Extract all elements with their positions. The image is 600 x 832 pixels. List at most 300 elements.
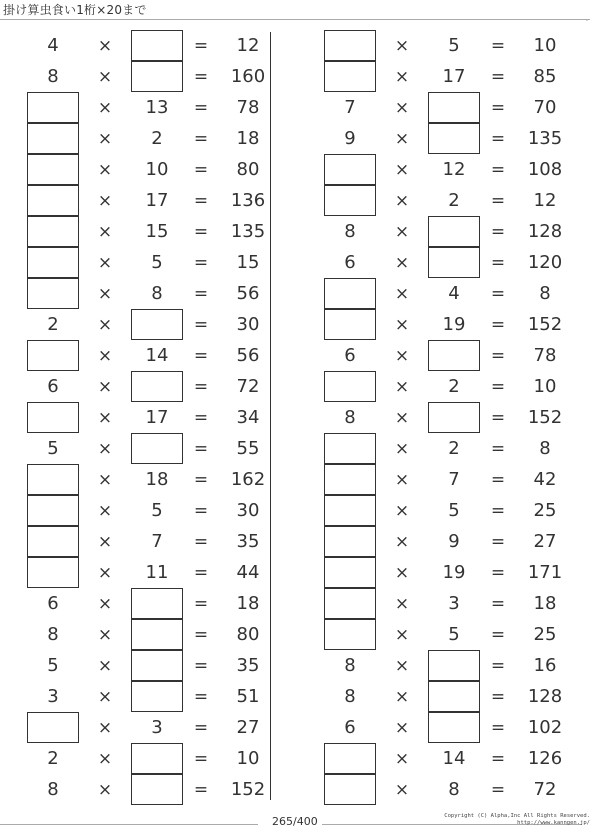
product-value: 126 xyxy=(527,748,563,769)
copyright xyxy=(444,813,590,827)
multiplicand-value: 2 xyxy=(47,314,59,335)
answer-box-multiplier[interactable] xyxy=(131,774,183,805)
answer-box-multiplicand[interactable] xyxy=(324,619,376,650)
product-value: 152 xyxy=(527,407,563,428)
equals-sign: = xyxy=(490,562,506,583)
multiplicand-value: 8 xyxy=(47,66,59,87)
product-value: 152 xyxy=(527,314,563,335)
header-dot: . xyxy=(586,16,588,23)
problem-row xyxy=(297,402,587,433)
problem-row xyxy=(0,557,290,588)
answer-box-multiplier[interactable] xyxy=(131,588,183,619)
problem-row xyxy=(297,123,587,154)
multiplicand-value: 6 xyxy=(344,717,356,738)
problem-row xyxy=(0,526,290,557)
multiplier-value: 4 xyxy=(448,283,460,304)
times-sign: × xyxy=(394,97,410,118)
problem-row xyxy=(297,371,587,402)
answer-box-multiplicand[interactable] xyxy=(27,185,79,216)
problem-row xyxy=(0,92,290,123)
multiplier-value: 11 xyxy=(145,562,169,583)
equals-sign: = xyxy=(193,655,209,676)
product-value: 78 xyxy=(236,97,260,118)
equals-sign: = xyxy=(490,314,506,335)
multiplicand-value: 8 xyxy=(47,779,59,800)
times-sign: × xyxy=(394,562,410,583)
times-sign: × xyxy=(97,128,113,149)
problem-row xyxy=(297,92,587,123)
product-value: 16 xyxy=(533,655,557,676)
times-sign: × xyxy=(97,221,113,242)
answer-box-multiplicand[interactable] xyxy=(324,154,376,185)
equals-sign: = xyxy=(490,252,506,273)
answer-box-multiplier[interactable] xyxy=(428,402,480,433)
times-sign: × xyxy=(394,345,410,366)
product-value: 55 xyxy=(236,438,260,459)
answer-box-multiplicand[interactable] xyxy=(27,247,79,278)
times-sign: × xyxy=(97,314,113,335)
product-value: 10 xyxy=(533,35,557,56)
equals-sign: = xyxy=(490,655,506,676)
equals-sign: = xyxy=(193,35,209,56)
times-sign: × xyxy=(97,500,113,521)
answer-box-multiplier[interactable] xyxy=(428,650,480,681)
equals-sign: = xyxy=(490,500,506,521)
product-value: 18 xyxy=(236,128,260,149)
times-sign: × xyxy=(97,252,113,273)
times-sign: × xyxy=(394,469,410,490)
product-value: 56 xyxy=(236,283,260,304)
times-sign: × xyxy=(394,283,410,304)
equals-sign: = xyxy=(490,779,506,800)
problem-row xyxy=(297,712,587,743)
problem-row xyxy=(297,557,587,588)
multiplicand-value: 5 xyxy=(47,655,59,676)
problem-row xyxy=(297,278,587,309)
problem-row xyxy=(297,681,587,712)
equals-sign: = xyxy=(193,190,209,211)
product-value: 27 xyxy=(533,531,557,552)
equals-sign: = xyxy=(193,469,209,490)
copyright-line-2: http://www.kanngen.jp/ xyxy=(517,820,590,826)
problem-row xyxy=(0,433,290,464)
answer-box-multiplicand[interactable] xyxy=(27,557,79,588)
answer-box-multiplier[interactable] xyxy=(428,216,480,247)
problem-row xyxy=(0,61,290,92)
answer-box-multiplicand[interactable] xyxy=(324,526,376,557)
multiplier-value: 13 xyxy=(145,97,169,118)
equals-sign: = xyxy=(193,283,209,304)
times-sign: × xyxy=(97,748,113,769)
answer-box-multiplicand[interactable] xyxy=(324,30,376,61)
problem-row xyxy=(0,402,290,433)
problem-row xyxy=(0,588,290,619)
times-sign: × xyxy=(394,593,410,614)
equals-sign: = xyxy=(490,717,506,738)
times-sign: × xyxy=(394,655,410,676)
problem-row xyxy=(0,712,290,743)
equals-sign: = xyxy=(193,97,209,118)
problem-row xyxy=(297,154,587,185)
product-value: 160 xyxy=(230,66,266,87)
answer-box-multiplier[interactable] xyxy=(131,681,183,712)
equals-sign: = xyxy=(193,531,209,552)
problem-row xyxy=(0,619,290,650)
problem-row xyxy=(0,154,290,185)
equals-sign: = xyxy=(193,779,209,800)
problem-row xyxy=(297,650,587,681)
multiplier-value: 2 xyxy=(448,438,460,459)
problem-row xyxy=(0,774,290,805)
multiplicand-value: 8 xyxy=(344,221,356,242)
problem-row xyxy=(297,61,587,92)
equals-sign: = xyxy=(490,221,506,242)
times-sign: × xyxy=(394,717,410,738)
problem-row xyxy=(297,619,587,650)
answer-box-multiplicand[interactable] xyxy=(324,433,376,464)
page-number: 265/400 xyxy=(272,815,318,828)
times-sign: × xyxy=(97,531,113,552)
product-value: 12 xyxy=(533,190,557,211)
equals-sign: = xyxy=(490,593,506,614)
product-value: 12 xyxy=(236,35,260,56)
equals-sign: = xyxy=(193,593,209,614)
times-sign: × xyxy=(394,500,410,521)
multiplicand-value: 6 xyxy=(344,345,356,366)
multiplier-value: 5 xyxy=(151,500,163,521)
equals-sign: = xyxy=(193,500,209,521)
equals-sign: = xyxy=(193,624,209,645)
product-value: 44 xyxy=(236,562,260,583)
product-value: 8 xyxy=(539,283,551,304)
equals-sign: = xyxy=(490,97,506,118)
answer-box-multiplicand[interactable] xyxy=(27,340,79,371)
multiplier-value: 12 xyxy=(442,159,466,180)
equals-sign: = xyxy=(490,190,506,211)
problem-row xyxy=(297,526,587,557)
product-value: 85 xyxy=(533,66,557,87)
equals-sign: = xyxy=(193,221,209,242)
equals-sign: = xyxy=(193,407,209,428)
multiplier-value: 2 xyxy=(448,190,460,211)
multiplier-value: 14 xyxy=(145,345,169,366)
product-value: 128 xyxy=(527,221,563,242)
multiplicand-value: 6 xyxy=(344,252,356,273)
times-sign: × xyxy=(394,159,410,180)
product-value: 152 xyxy=(230,779,266,800)
problem-row xyxy=(297,216,587,247)
multiplier-value: 8 xyxy=(151,283,163,304)
product-value: 120 xyxy=(527,252,563,273)
times-sign: × xyxy=(97,624,113,645)
equals-sign: = xyxy=(490,624,506,645)
answer-box-multiplicand[interactable] xyxy=(27,712,79,743)
multiplier-value: 17 xyxy=(442,66,466,87)
answer-box-multiplicand[interactable] xyxy=(324,743,376,774)
multiplier-value: 15 xyxy=(145,221,169,242)
answer-box-multiplicand[interactable] xyxy=(27,402,79,433)
multiplicand-value: 8 xyxy=(47,624,59,645)
product-value: 56 xyxy=(236,345,260,366)
multiplicand-value: 9 xyxy=(344,128,356,149)
problem-row xyxy=(0,30,290,61)
equals-sign: = xyxy=(490,66,506,87)
answer-box-multiplicand[interactable] xyxy=(324,464,376,495)
times-sign: × xyxy=(394,748,410,769)
times-sign: × xyxy=(97,438,113,459)
multiplicand-value: 7 xyxy=(344,97,356,118)
footer-rule-left xyxy=(0,824,258,825)
product-value: 15 xyxy=(236,252,260,273)
times-sign: × xyxy=(97,717,113,738)
problem-row xyxy=(297,340,587,371)
equals-sign: = xyxy=(193,562,209,583)
product-value: 30 xyxy=(236,314,260,335)
product-value: 35 xyxy=(236,531,260,552)
equals-sign: = xyxy=(490,35,506,56)
answer-box-multiplicand[interactable] xyxy=(324,278,376,309)
times-sign: × xyxy=(97,686,113,707)
multiplicand-value: 6 xyxy=(47,376,59,397)
answer-box-multiplicand[interactable] xyxy=(27,123,79,154)
problem-row xyxy=(297,495,587,526)
answer-box-multiplicand[interactable] xyxy=(27,464,79,495)
answer-box-multiplier[interactable] xyxy=(131,433,183,464)
times-sign: × xyxy=(97,593,113,614)
product-value: 80 xyxy=(236,159,260,180)
answer-box-multiplicand[interactable] xyxy=(27,216,79,247)
equals-sign: = xyxy=(490,345,506,366)
multiplier-value: 7 xyxy=(151,531,163,552)
times-sign: × xyxy=(394,624,410,645)
multiplier-value: 2 xyxy=(448,376,460,397)
answer-box-multiplicand[interactable] xyxy=(27,92,79,123)
times-sign: × xyxy=(394,779,410,800)
times-sign: × xyxy=(394,686,410,707)
multiplier-value: 17 xyxy=(145,190,169,211)
product-value: 78 xyxy=(533,345,557,366)
multiplicand-value: 8 xyxy=(344,407,356,428)
equals-sign: = xyxy=(193,159,209,180)
problem-row xyxy=(0,495,290,526)
times-sign: × xyxy=(97,779,113,800)
times-sign: × xyxy=(97,35,113,56)
times-sign: × xyxy=(97,283,113,304)
equals-sign: = xyxy=(490,376,506,397)
multiplier-value: 7 xyxy=(448,469,460,490)
answer-box-multiplicand[interactable] xyxy=(324,185,376,216)
answer-box-multiplier[interactable] xyxy=(428,123,480,154)
multiplier-value: 5 xyxy=(151,252,163,273)
multiplier-value: 5 xyxy=(448,624,460,645)
product-value: 72 xyxy=(236,376,260,397)
equals-sign: = xyxy=(193,438,209,459)
problem-row xyxy=(297,247,587,278)
worksheet-title: 掛け算虫食い1桁×20まで xyxy=(3,3,147,17)
product-value: 10 xyxy=(236,748,260,769)
equals-sign: = xyxy=(193,314,209,335)
times-sign: × xyxy=(97,159,113,180)
times-sign: × xyxy=(394,66,410,87)
times-sign: × xyxy=(97,469,113,490)
times-sign: × xyxy=(394,128,410,149)
problem-row xyxy=(0,650,290,681)
answer-box-multiplier[interactable] xyxy=(131,743,183,774)
problem-row xyxy=(0,185,290,216)
multiplier-value: 5 xyxy=(448,35,460,56)
multiplicand-value: 8 xyxy=(344,686,356,707)
copyright-line-1: Copyright (C) Alpha,Inc All Rights Reserved. xyxy=(444,813,590,819)
header-rule xyxy=(0,19,590,20)
problem-row xyxy=(0,743,290,774)
problem-row xyxy=(0,371,290,402)
product-value: 136 xyxy=(230,190,266,211)
answer-box-multiplicand[interactable] xyxy=(324,61,376,92)
problem-row xyxy=(297,743,587,774)
times-sign: × xyxy=(394,376,410,397)
times-sign: × xyxy=(97,190,113,211)
equals-sign: = xyxy=(193,748,209,769)
times-sign: × xyxy=(394,35,410,56)
times-sign: × xyxy=(97,655,113,676)
product-value: 102 xyxy=(527,717,563,738)
product-value: 34 xyxy=(236,407,260,428)
multiplier-value: 5 xyxy=(448,500,460,521)
multiplicand-value: 6 xyxy=(47,593,59,614)
answer-box-multiplier[interactable] xyxy=(428,340,480,371)
multiplier-value: 10 xyxy=(145,159,169,180)
product-value: 8 xyxy=(539,438,551,459)
answer-box-multiplier[interactable] xyxy=(428,681,480,712)
times-sign: × xyxy=(97,376,113,397)
equals-sign: = xyxy=(490,748,506,769)
answer-box-multiplicand[interactable] xyxy=(324,774,376,805)
equals-sign: = xyxy=(193,376,209,397)
times-sign: × xyxy=(97,66,113,87)
answer-box-multiplier[interactable] xyxy=(428,92,480,123)
problem-row xyxy=(297,774,587,805)
multiplier-value: 14 xyxy=(442,748,466,769)
product-value: 135 xyxy=(527,128,563,149)
problem-row xyxy=(297,30,587,61)
problem-row xyxy=(297,588,587,619)
product-value: 171 xyxy=(527,562,563,583)
product-value: 72 xyxy=(533,779,557,800)
product-value: 162 xyxy=(230,469,266,490)
problem-row xyxy=(0,681,290,712)
multiplicand-value: 4 xyxy=(47,35,59,56)
times-sign: × xyxy=(97,407,113,428)
product-value: 30 xyxy=(236,500,260,521)
multiplicand-value: 3 xyxy=(47,686,59,707)
product-value: 25 xyxy=(533,500,557,521)
product-value: 25 xyxy=(533,624,557,645)
problem-row xyxy=(0,278,290,309)
times-sign: × xyxy=(97,97,113,118)
times-sign: × xyxy=(394,190,410,211)
answer-box-multiplier[interactable] xyxy=(428,247,480,278)
problem-row xyxy=(297,464,587,495)
equals-sign: = xyxy=(193,686,209,707)
equals-sign: = xyxy=(490,128,506,149)
answer-box-multiplicand[interactable] xyxy=(324,588,376,619)
multiplicand-value: 5 xyxy=(47,438,59,459)
answer-box-multiplicand[interactable] xyxy=(324,371,376,402)
multiplier-value: 2 xyxy=(151,128,163,149)
problem-row xyxy=(0,247,290,278)
column-divider xyxy=(270,32,271,800)
answer-box-multiplicand[interactable] xyxy=(27,495,79,526)
problem-row xyxy=(297,185,587,216)
times-sign: × xyxy=(97,562,113,583)
problem-row xyxy=(0,123,290,154)
product-value: 42 xyxy=(533,469,557,490)
multiplier-value: 17 xyxy=(145,407,169,428)
problem-row xyxy=(0,216,290,247)
answer-box-multiplier[interactable] xyxy=(131,309,183,340)
answer-box-multiplicand[interactable] xyxy=(27,526,79,557)
multiplier-value: 19 xyxy=(442,314,466,335)
equals-sign: = xyxy=(490,469,506,490)
answer-box-multiplicand[interactable] xyxy=(324,557,376,588)
product-value: 18 xyxy=(533,593,557,614)
times-sign: × xyxy=(394,407,410,428)
answer-box-multiplier[interactable] xyxy=(131,619,183,650)
product-value: 51 xyxy=(236,686,260,707)
problem-row xyxy=(0,464,290,495)
equals-sign: = xyxy=(193,66,209,87)
product-value: 108 xyxy=(527,159,563,180)
problem-row xyxy=(0,309,290,340)
product-value: 18 xyxy=(236,593,260,614)
answer-box-multiplier[interactable] xyxy=(131,30,183,61)
equals-sign: = xyxy=(490,407,506,428)
product-value: 80 xyxy=(236,624,260,645)
answer-box-multiplier[interactable] xyxy=(131,650,183,681)
answer-box-multiplicand[interactable] xyxy=(324,495,376,526)
times-sign: × xyxy=(97,345,113,366)
times-sign: × xyxy=(394,438,410,459)
equals-sign: = xyxy=(490,686,506,707)
multiplier-value: 3 xyxy=(448,593,460,614)
product-value: 135 xyxy=(230,221,266,242)
answer-box-multiplicand[interactable] xyxy=(27,154,79,185)
times-sign: × xyxy=(394,314,410,335)
times-sign: × xyxy=(394,221,410,242)
equals-sign: = xyxy=(490,438,506,459)
problem-row xyxy=(0,340,290,371)
multiplier-value: 19 xyxy=(442,562,466,583)
product-value: 70 xyxy=(533,97,557,118)
equals-sign: = xyxy=(490,531,506,552)
answer-box-multiplier[interactable] xyxy=(428,712,480,743)
multiplicand-value: 8 xyxy=(344,655,356,676)
multiplier-value: 3 xyxy=(151,717,163,738)
equals-sign: = xyxy=(490,159,506,180)
answer-box-multiplier[interactable] xyxy=(131,61,183,92)
product-value: 27 xyxy=(236,717,260,738)
multiplicand-value: 2 xyxy=(47,748,59,769)
product-value: 35 xyxy=(236,655,260,676)
equals-sign: = xyxy=(193,345,209,366)
times-sign: × xyxy=(394,252,410,273)
multiplier-value: 18 xyxy=(145,469,169,490)
multiplier-value: 8 xyxy=(448,779,460,800)
answer-box-multiplicand[interactable] xyxy=(27,278,79,309)
answer-box-multiplicand[interactable] xyxy=(324,309,376,340)
problem-row xyxy=(297,309,587,340)
answer-box-multiplier[interactable] xyxy=(131,371,183,402)
